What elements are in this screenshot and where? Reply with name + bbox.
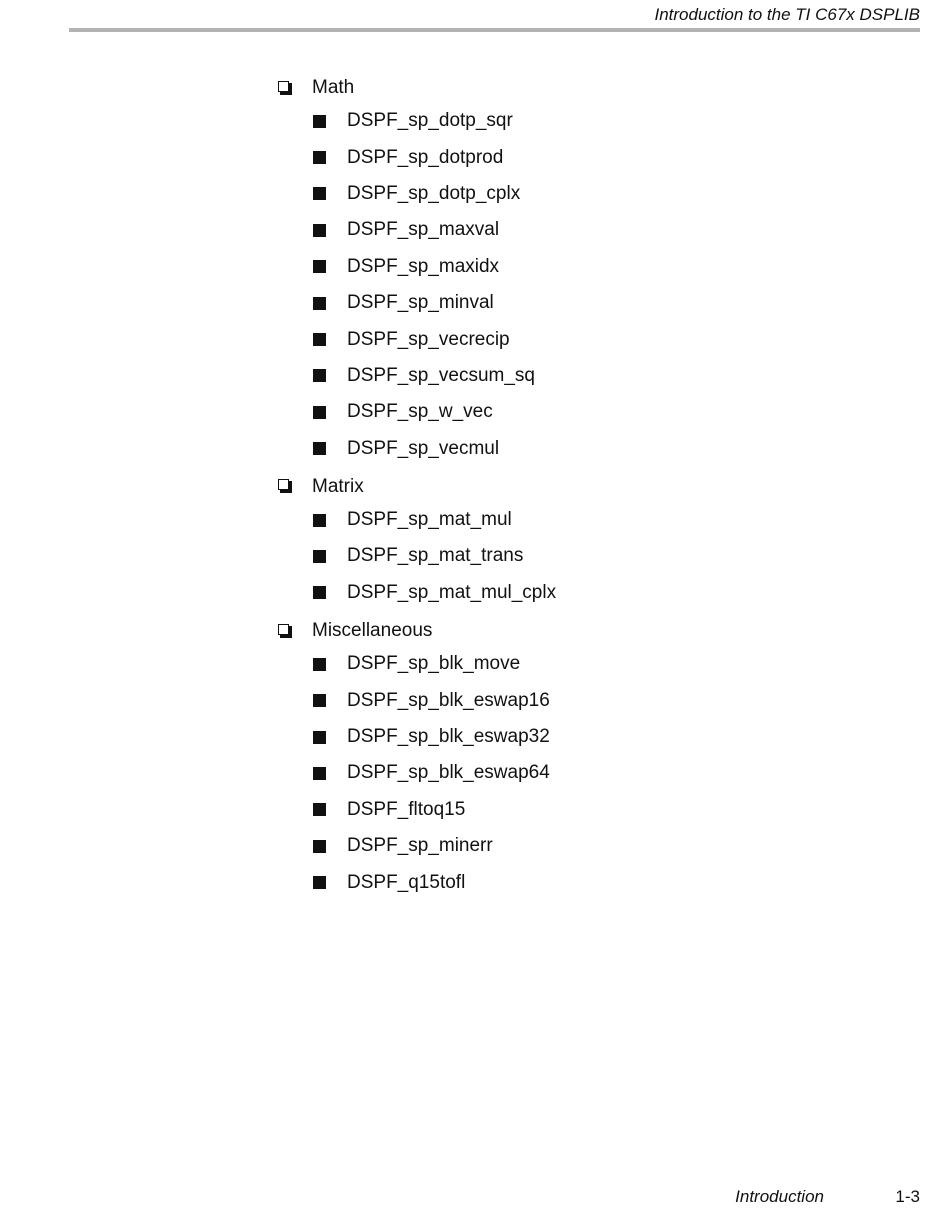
filled-square-icon bbox=[313, 767, 326, 780]
filled-square-icon bbox=[313, 840, 326, 853]
function-name: DSPF_sp_w_vec bbox=[347, 401, 493, 423]
running-footer bbox=[0, 1187, 950, 1209]
shadowed-checkbox-icon bbox=[278, 479, 293, 494]
function-name: DSPF_sp_blk_eswap16 bbox=[347, 689, 550, 711]
list-item bbox=[278, 431, 898, 467]
list-item bbox=[278, 502, 898, 538]
filled-square-icon bbox=[313, 260, 326, 273]
section-heading bbox=[278, 616, 898, 646]
filled-square-icon bbox=[313, 658, 326, 671]
function-name: DSPF_sp_vecrecip bbox=[347, 328, 510, 350]
filled-square-icon bbox=[313, 406, 326, 419]
filled-square-icon bbox=[313, 803, 326, 816]
filled-square-icon bbox=[313, 731, 326, 744]
list-item bbox=[278, 285, 898, 321]
function-name: DSPF_sp_minval bbox=[347, 292, 494, 314]
list-item bbox=[278, 682, 898, 718]
list-item bbox=[278, 646, 898, 682]
section-label: Miscellaneous bbox=[312, 620, 433, 642]
list-item bbox=[278, 575, 898, 611]
filled-square-icon bbox=[313, 224, 326, 237]
header-rule bbox=[69, 28, 920, 32]
function-name: DSPF_sp_mat_trans bbox=[347, 545, 524, 567]
list-item bbox=[278, 864, 898, 900]
filled-square-icon bbox=[313, 369, 326, 382]
function-name: DSPF_sp_dotp_sqr bbox=[347, 110, 513, 132]
function-name: DSPF_sp_minerr bbox=[347, 835, 493, 857]
footer-page-number: 1-3 bbox=[895, 1187, 920, 1206]
list-item bbox=[278, 828, 898, 864]
filled-square-icon bbox=[313, 333, 326, 346]
filled-square-icon bbox=[313, 297, 326, 310]
section-label: Matrix bbox=[312, 475, 364, 497]
function-name: DSPF_sp_vecmul bbox=[347, 437, 500, 459]
function-name: DSPF_sp_mat_mul bbox=[347, 509, 512, 531]
filled-square-icon bbox=[313, 586, 326, 599]
function-name: DSPF_sp_blk_move bbox=[347, 653, 521, 675]
filled-square-icon bbox=[313, 187, 326, 200]
list-item bbox=[278, 321, 898, 357]
list-item bbox=[278, 249, 898, 285]
section-label: Math bbox=[312, 77, 355, 98]
shadowed-checkbox-icon bbox=[278, 81, 293, 96]
list-item bbox=[278, 176, 898, 212]
section-heading bbox=[278, 472, 898, 502]
filled-square-icon bbox=[313, 151, 326, 164]
footer-section-name: Introduction bbox=[735, 1187, 824, 1206]
list-item bbox=[278, 139, 898, 175]
list-item bbox=[278, 719, 898, 755]
running-header: Introduction to the TI C67x DSPLIB bbox=[654, 5, 920, 24]
filled-square-icon bbox=[313, 694, 326, 707]
filled-square-icon bbox=[313, 514, 326, 527]
list-item bbox=[278, 792, 898, 828]
content-list bbox=[278, 73, 898, 906]
list-item bbox=[278, 755, 898, 791]
function-name: DSPF_q15tofl bbox=[347, 871, 466, 893]
function-name: DSPF_sp_dotp_cplx bbox=[347, 182, 521, 204]
function-name: DSPF_sp_dotprod bbox=[347, 146, 504, 168]
filled-square-icon bbox=[313, 442, 326, 455]
filled-square-icon bbox=[313, 876, 326, 889]
list-item bbox=[278, 538, 898, 574]
filled-square-icon bbox=[313, 550, 326, 563]
list-item bbox=[278, 358, 898, 394]
function-name: DSPF_sp_mat_mul_cplx bbox=[347, 581, 557, 603]
function-name: DSPF_sp_maxval bbox=[347, 219, 500, 241]
list-item bbox=[278, 103, 898, 139]
list-item bbox=[278, 394, 898, 430]
section-0 bbox=[278, 73, 898, 467]
function-name: DSPF_sp_vecsum_sq bbox=[347, 364, 535, 386]
shadowed-checkbox-icon bbox=[278, 624, 293, 639]
function-name: DSPF_sp_maxidx bbox=[347, 255, 500, 277]
list-item bbox=[278, 212, 898, 248]
function-name: DSPF_sp_blk_eswap32 bbox=[347, 726, 550, 748]
function-name: DSPF_sp_blk_eswap64 bbox=[347, 762, 550, 784]
section-1 bbox=[278, 472, 898, 611]
section-2 bbox=[278, 616, 898, 901]
function-name: DSPF_fltoq15 bbox=[347, 798, 466, 820]
filled-square-icon bbox=[313, 115, 326, 128]
section-heading bbox=[278, 73, 898, 103]
